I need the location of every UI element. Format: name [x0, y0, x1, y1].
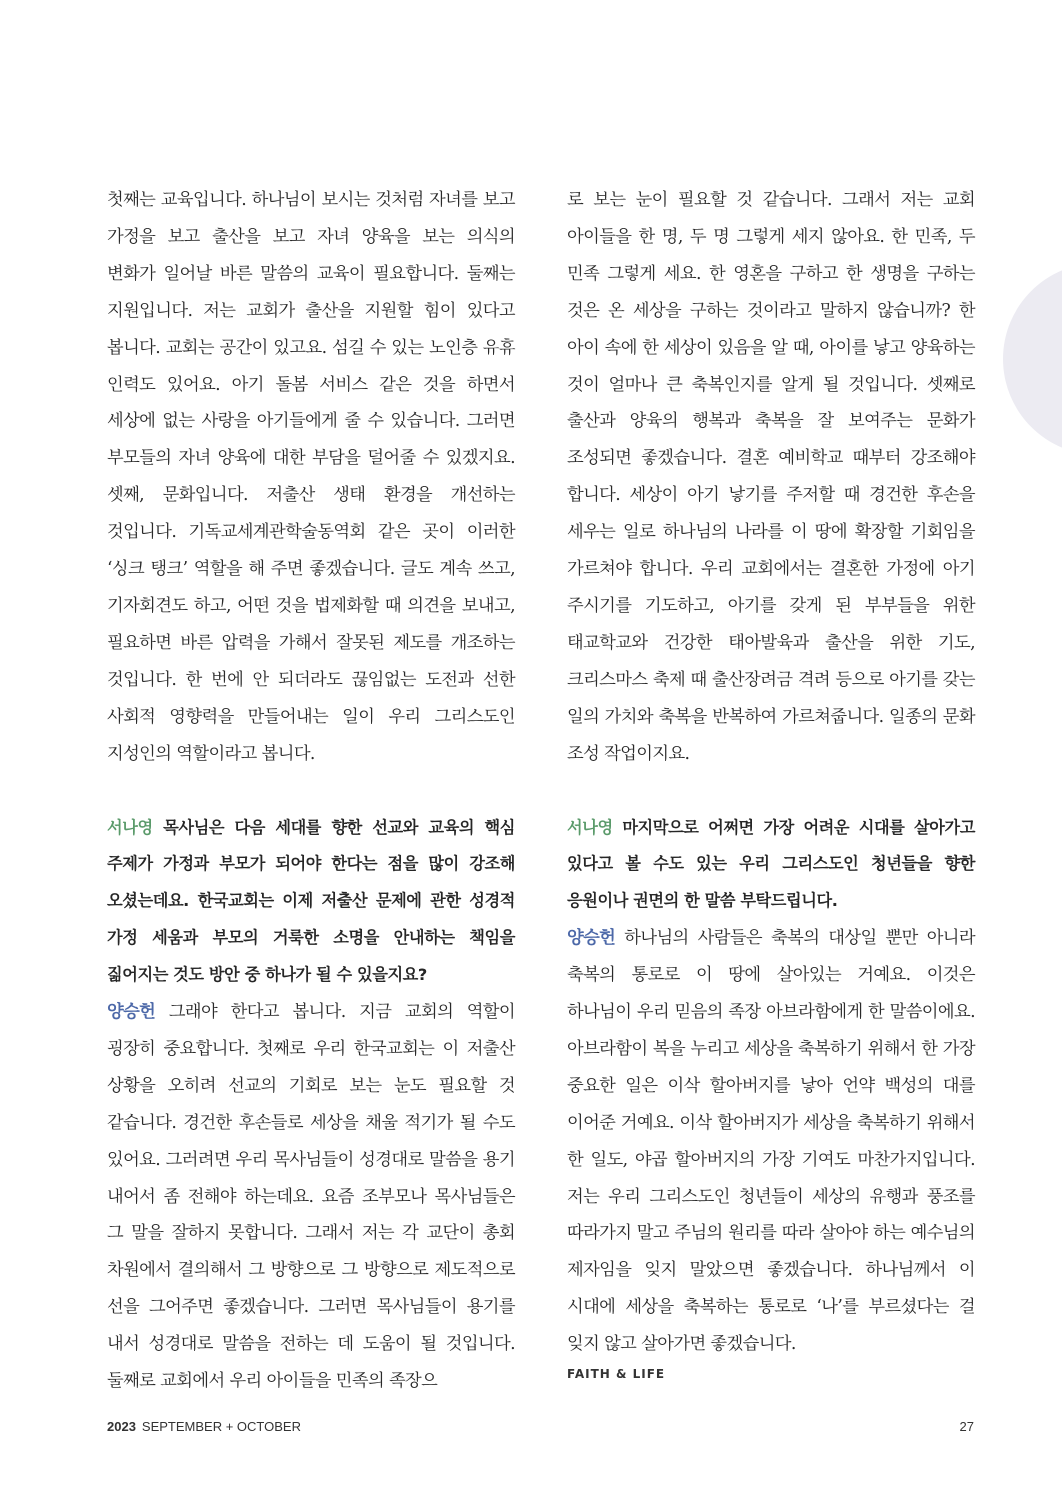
decorative-circle [1003, 263, 1062, 455]
body-paragraph: 로 보는 눈이 필요할 것 같습니다. 그래서 저는 교회 아이들을 한 명, 두 명 그렇게 세지 않아요. 한 민족, 두 민족 그렇게 세요. 한 영혼을 구하고 한 생명을 구하는 것은 온 세상을 구하는 것이라고 말하지 않습니까? 한 아이 속에 한 세상이 있음을 알 때, 아이를 낳고 양육하는 것이 얼마나 큰 축복인지를 알게 될 것입니다. 셋째로 출산과 양육의 행복과 축복을 잘 보여주는 문화가 조성되면 좋겠습니다. 결혼 예비학교 때부터 강조해야 합니다. 세상이 아기 낳기를 주저할 때 경건한 후손을 세우는 일로 하나님의 나라를 이 땅에 확장할 기회임을 가르쳐야 합니다. 우리 교회에서는 결혼한 가정에 아기 주시기를 기도하고, 아기를 갖게 된 부부들을 위한 태교학교와 건강한 태아발육과 출산을 위한 기도, 크리스마스 축제 때 출산장려금 격려 등으로 아기를 갖는 일의 가치와 축복을 반복하여 가르쳐줍니다. 일종의 문화 조성 작업이지요. [567, 190, 975, 764]
body-paragraph: 첫째는 교육입니다. 하나님이 보시는 것처럼 자녀를 보고 가정을 보고 출산을 보고 자녀 양육을 보는 의식의 변화가 일어날 바른 말씀의 교육이 필요합니다. 둘째는 지원입니다. 저는 교회가 출산을 지원할 힘이 있다고 봅니다. 교회는 공간이 있고요. 섬길 수 있는 노인층 유휴 인력도 있어요. 아기 돌봄 서비스 같은 것을 하면서 세상에 없는 사랑을 아기들에게 줄 수 있습니다. 그러면 부모들의 자녀 양육에 대한 부담을 덜어줄 수 있겠지요. 셋째, 문화입니다. 저출산 생태 환경을 개선하는 것입니다. 기독교세계관학술동역회 같은 곳이 이러한 ‘싱크 탱크’ 역할을 해 주면 좋겠습니다. 글도 계속 쓰고, 기자회견도 하고, 어떤 것을 법제화할 때 의견을 보내고, 필요하면 바른 압력을 가해서 잘못된 제도를 개조하는 것입니다. 한 번에 안 되더라도 끊임없는 도전과 선한 사회적 영향력을 만들어내는 일이 우리 그리스도인 지성인의 역할이라고 봅니다. [107, 190, 515, 764]
question-text: 목사님은 다음 세대를 향한 선교와 교육의 핵심 주제가 가정과 부모가 되어야 한다는 점을 많이 강조해 오셨는데요. 한국교회는 이제 저출산 문제에 관한 성경적 가정 세움과 부모의 거룩한 소명을 안내하는 책임을 짊어지는 것도 방안 중 하나가 될 수 있을지요? [107, 817, 515, 985]
magazine-logo: FAITH & LIFE [567, 1367, 666, 1382]
question-paragraph [567, 810, 975, 921]
answer-text: 그래야 한다고 봅니다. 지금 교회의 역할이 굉장히 중요합니다. 첫째로 우리 한국교회는 이 저출산 상황을 오히려 선교의 기회로 보는 눈도 필요할 것 같습니다. 경건한 후손들로 세상을 채울 적기가 될 수도 있어요. 그러려면 우리 목사님들이 성경대로 말씀을 용기 내어서 좀 전해야 하는데요. 요즘 조부모나 목사님들은 그 말을 잘하지 못합니다. 그래서 저는 각 교단이 총회 차원에서 결의해서 그 방향으로 그 방향으로 제도적으로 선을 그어주면 좋겠습니다. 그러면 목사님들이 용기를 내서 성경대로 말씀을 전하는 데 도움이 될 것입니다. 둘째로 교회에서 우리 아이들을 민족의 족장으 [107, 1002, 515, 1392]
left-column [107, 182, 515, 1400]
footer-issue [107, 1419, 301, 1434]
answer-paragraph [567, 920, 975, 1363]
footer-year: 2023 [107, 1419, 136, 1434]
question-text: 마지막으로 어쩌면 가장 어려운 시대를 살아가고 있다고 볼 수도 있는 우리 그리스도인 청년들을 향한 응원이나 권면의 한 말씀 부탁드립니다. [567, 817, 975, 911]
right-column [567, 182, 975, 1381]
speaker-name: 양승헌 [567, 928, 616, 949]
page-number: 27 [959, 1419, 974, 1434]
speaker-name: 서나영 [107, 817, 153, 837]
footer-issue-label: SEPTEMBER + OCTOBER [141, 1419, 301, 1434]
question-paragraph [107, 810, 515, 995]
speaker-name: 양승헌 [107, 1002, 156, 1023]
speaker-name: 서나영 [567, 817, 613, 837]
answer-text: 하나님의 사람들은 축복의 대상일 뿐만 아니라 축복의 통로로 이 땅에 살아있는 거예요. 이것은 하나님이 우리 믿음의 족장 아브라함에게 한 말씀이에요. 아브라함이 복을 누리고 세상을 축복하기 위해서 한 가장 중요한 일은 이삭 할아버지를 낳아 언약 백성의 대를 이어준 거예요. 이삭 할아버지가 세상을 축복하기 위해서 한 일도, 야곱 할아버지의 가장 기여도 마찬가지입니다. 저는 우리 그리스도인 청년들이 세상의 유행과 풍조를 따라가지 말고 주님의 원리를 따라 살아야 하는 예수님의 제자임을 잊지 말았으면 좋겠습니다. 하나님께서 이 시대에 세상을 축복하는 통로로 ‘나’를 부르셨다는 걸 잊지 않고 살아가면 좋겠습니다. [567, 928, 975, 1355]
answer-paragraph [107, 994, 515, 1400]
